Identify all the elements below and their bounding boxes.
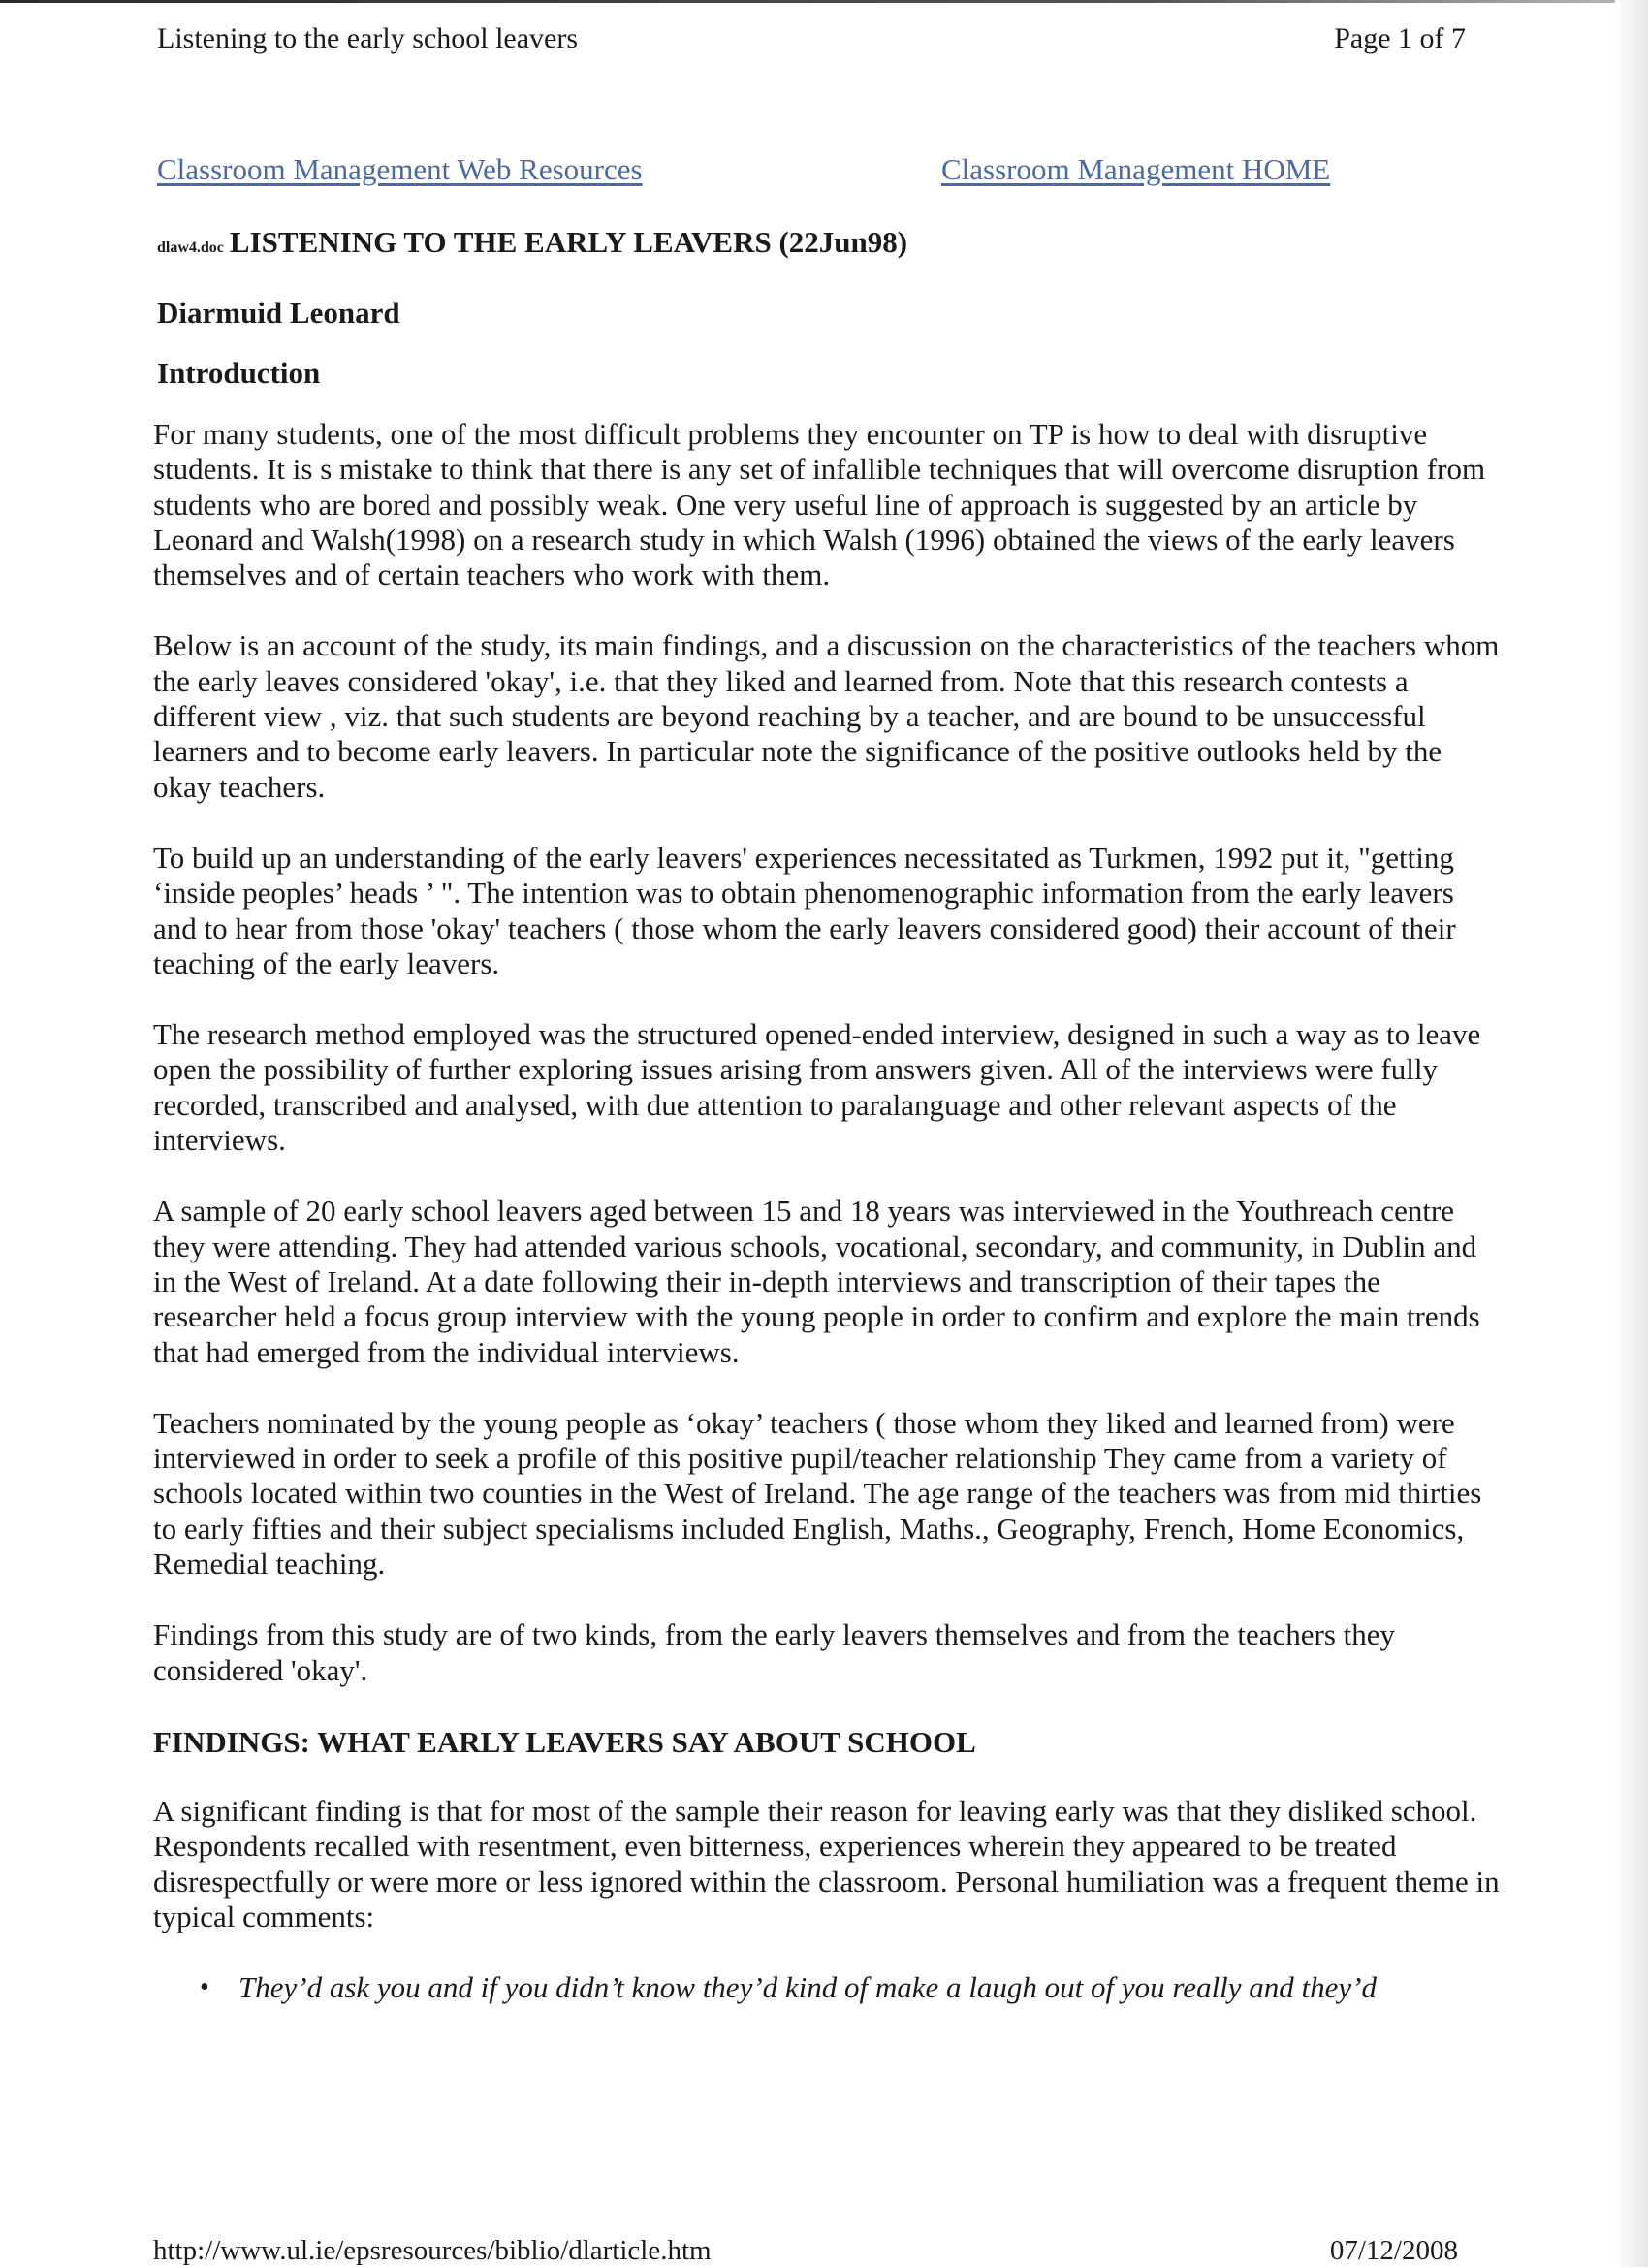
paragraph-3: To build up an understanding of the early leavers' experiences necessitated as Turkmen, 1992 put it, "getting ‘inside peoples’ heads ’ ". The intention was to obtain phenomenographic information from the early leavers and to hear from those 'okay' teachers ( those whom the early leavers considered good) their account of their teaching of the early leavers.	[153, 840, 1456, 980]
document-body	[153, 223, 1501, 2005]
home-link[interactable]: Classroom Management HOME	[941, 152, 1331, 186]
paragraph-7: Findings from this study are of two kinds, from the early leavers themselves and from the teachers they considered 'okay'.	[153, 1617, 1396, 1687]
print-header-title: Listening to the early school leavers	[157, 22, 579, 54]
paragraph-2: Below is an account of the study, its main findings, and a discussion on the characteristics of the teachers whom the early leaves considered 'okay', i.e. that they liked and learned from. Note that this research contests a different view , viz. that such students are beyond reaching by a teacher, and are bound to be unsuccessful learners and to become early leavers. In particular note the significance of the positive outlooks held by the okay teachers.	[153, 628, 1500, 804]
print-header-page-number: Page 1 of 7	[1334, 22, 1466, 54]
list-item: • They’d ask you and if you didn’t know they’d kind of make a laugh out of you really and they’d	[200, 1970, 1501, 2005]
print-footer-date: 07/12/2008	[1329, 2235, 1458, 2266]
document-filename: dlaw4.doc	[157, 240, 224, 256]
web-resources-link[interactable]: Classroom Management Web Resources	[157, 152, 643, 186]
findings-paragraph: A significant finding is that for most of the sample their reason for leaving early was that they disliked school. Respondents recalled with resentment, even bitterness, experiences wherein they appeared to be treated disrespectfully or were more or less ignored within the classroom. Personal humiliation was a frequent theme in typical comments:	[153, 1793, 1500, 1933]
paragraph-1: For many students, one of the most difficult problems they encounter on TP is how to deal with disruptive students. It is s mistake to think that there is any set of infallible techniques that will overcome disruption from students who are bored and possibly weak. One very useful line of approach is suggested by an article by Leonard and Walsh(1998) on a research study in which Walsh (1996) obtained the views of the early leavers themselves and of certain teachers who work with them.	[153, 417, 1486, 592]
quote-list	[153, 1970, 1501, 2005]
document-title	[157, 223, 1501, 268]
findings-heading: FINDINGS: WHAT EARLY LEAVERS SAY ABOUT SCHOOL	[153, 1724, 976, 1759]
scan-top-edge	[0, 0, 1648, 3]
paragraph-5: A sample of 20 early school leavers aged between 15 and 18 years was interviewed in the Youthreach centre they were attending. They had attended various schools, vocational, secondary, and community, in Dublin and in the West of Ireland. At a date following their in-depth interviews and transcription of their tapes the researcher held a focus group interview with the young people in order to confirm and explore the main trends that had emerged from the individual interviews.	[153, 1194, 1480, 1369]
paragraph-4: The research method employed was the structured opened-ended interview, designed in such a way as to leave open the possibility of further exploring issues arising from answers given. All of the interviews were fully recorded, transcribed and analysed, with due attention to paralanguage and other relevant aspects of the interviews.	[153, 1017, 1481, 1158]
print-footer-url: http://www.ul.ie/epsresources/biblio/dlarticle.htm	[153, 2235, 712, 2266]
paragraph-6: Teachers nominated by the young people as ‘okay’ teachers ( those whom they liked and learned from) were interviewed in order to seek a profile of this positive pupil/teacher relationship They came from a variety of schools located within two counties in the West of Ireland. The age range of the teachers was from mid thirties to early fifties and their subject specialisms included English, Maths., Geography, French, Home Economics, Remedial teaching.	[153, 1405, 1482, 1581]
scan-right-edge	[1615, 0, 1648, 2267]
document-author: Diarmuid Leonard	[157, 296, 400, 330]
introduction-heading: Introduction	[157, 356, 321, 390]
document-title-text: LISTENING TO THE EARLY LEAVERS (22Jun98)	[229, 225, 908, 259]
